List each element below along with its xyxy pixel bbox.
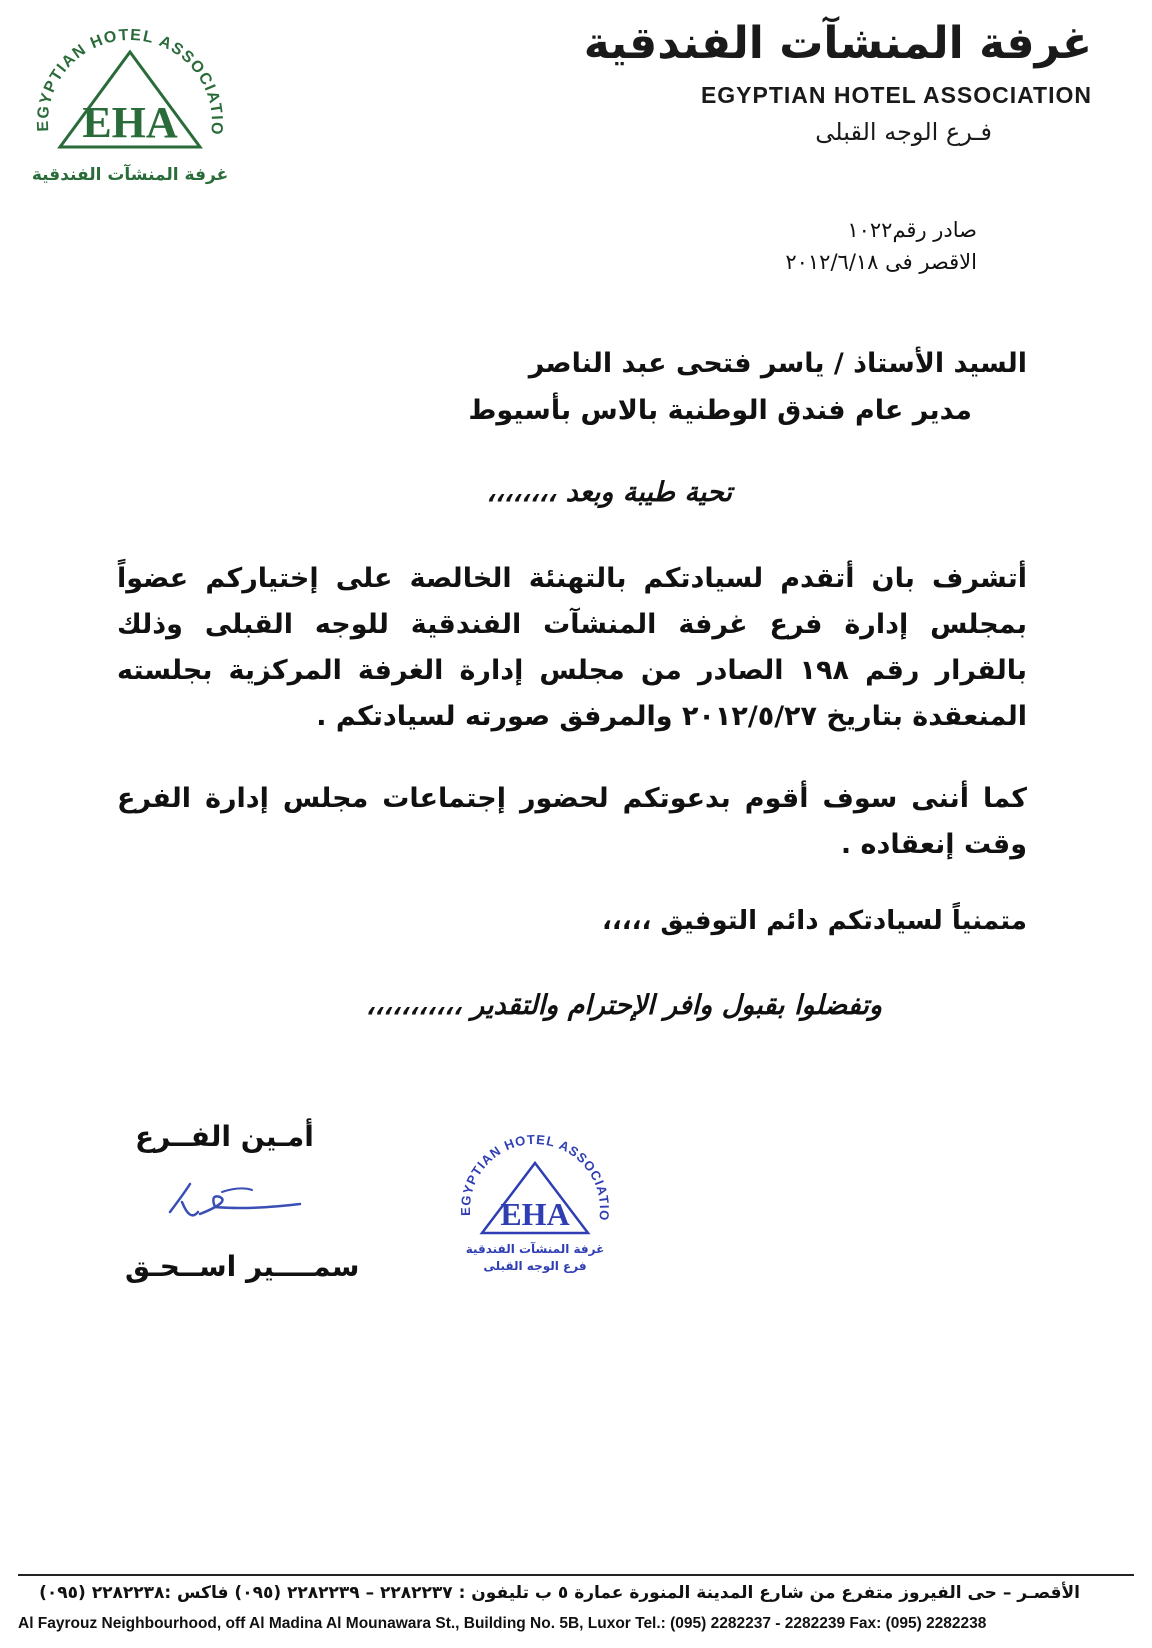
logo-arc-text: EGYPTIAN HOTEL ASSOCIATIO [34, 26, 226, 137]
greeting: تحية طيبة وبعد ،،،،،،،، [486, 477, 732, 508]
handwritten-signature [160, 1172, 320, 1232]
addressee-title: مدير عام فندق الوطنية بالاس بأسيوط [468, 395, 972, 426]
closing-regards: وتفضلوا بقبول وافر الإحترام والتقدير ،،،،،،،،،،، [365, 990, 882, 1021]
signatory-name: سمــــير اســحـق [125, 1250, 360, 1283]
footer-divider [18, 1574, 1134, 1576]
stamp-monogram: EHA [500, 1196, 570, 1232]
stamp-arabic-line-2: فرع الوجه القبلى [483, 1259, 587, 1273]
addressee-name: السيد الأستاذ / ياسر فتحى عبد الناصر [528, 348, 1027, 379]
reference-date: الاقصر فى ٢٠١٢/٦/١٨ [785, 250, 977, 274]
association-stamp [450, 1125, 620, 1285]
header-branch: فـرع الوجه القبلى [815, 118, 992, 146]
footer-address-arabic: الأقصـر – حى الفيروز متفرع من شارع المدينة المنورة عمارة ٥ ب تليفون : ٢٢٨٢٢٣٧ – ٢٢٨٢٢٣٩ (٠٩٥) فاكس :٢٢٨٢٢٣٨ (٠٩٥) [39, 1583, 1080, 1603]
logo-arabic-text: غرفة المنشآت الفندقية [31, 165, 229, 185]
association-logo [20, 12, 240, 192]
stamp-arc-text: EGYPTIAN HOTEL ASSOCIATIO [457, 1131, 613, 1222]
header-title-arabic: غرفة المنشآت الفندقية [583, 18, 1092, 69]
signatory-title: أمـين الفــرع [135, 1120, 314, 1153]
closing-wish: متمنياً لسيادتكم دائم التوفيق ،،،،، [601, 906, 1027, 936]
footer-address-english: Al Fayrouz Neighbourhood, off Al Madina Al Mounawara St., Building No. 5B, Luxor Tel.: (095) 2282237 - 2282239 Fax: (095) 2282238 [18, 1615, 987, 1632]
header-title-english: EGYPTIAN HOTEL ASSOCIATION [700, 82, 1092, 108]
body-paragraph-1: أتشرف بان أتقدم لسيادتكم بالتهنئة الخالصة على إختياركم عضواً بمجلس إدارة فرع غرفة المنشآت الفندقية للوجه القبلى وذلك بالقرار رقم ١٩٨ الصادر من مجلس إدارة الغرفة المركزية بجلسته المنعقدة بتاريخ ٢٠١٢/٥/٢٧ والمرفق صورته لسيادتكم . [117, 563, 1027, 732]
reference-number: صادر رقم١٠٢٢ [847, 218, 977, 242]
stamp-arabic-line-1: غرفة المنشآت الفندقية [465, 1242, 605, 1256]
body-paragraph-2: كما أننى سوف أقوم بدعوتكم لحضور إجتماعات مجلس إدارة الفرع وقت إنعقاده . [117, 783, 1027, 860]
logo-monogram: EHA [82, 98, 178, 147]
